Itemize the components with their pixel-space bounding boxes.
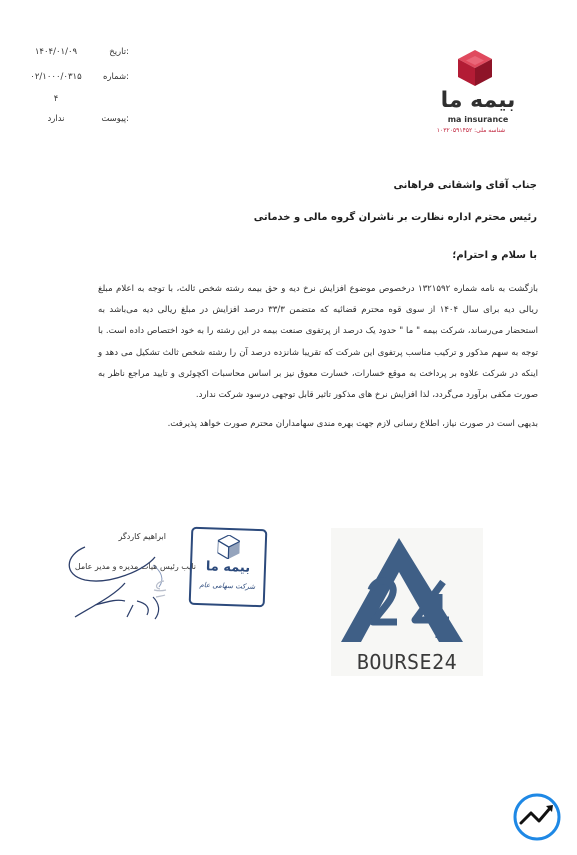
body-paragraph-2: بدیهی است در صورت نیاز، اطلاع رسانی لازم جهت بهره مندی سهامداران محترم صورت خواهد پذیرفت.	[167, 419, 538, 430]
bourse24-watermark	[331, 528, 483, 676]
stamp-mark	[150, 578, 170, 600]
recipient-title: رئیس محترم اداره نظارت بر ناشران گروه مالی و خدماتی	[253, 212, 537, 223]
handwritten-signature	[55, 535, 205, 625]
stamp-cube-icon	[217, 535, 240, 560]
logo-persian: بیمه ما	[440, 88, 516, 113]
signer-name: ابراهیم کاردگر	[118, 532, 166, 541]
logo-english: ma insurance	[447, 115, 509, 124]
attachment-label: پیوست:	[101, 114, 129, 124]
stamp-company: شرکت سهامی عام	[199, 581, 256, 591]
company-stamp	[189, 527, 268, 608]
date-value: ۱۴۰۴/۰۱/۰۹	[34, 47, 78, 57]
company-logo	[418, 50, 538, 140]
letter-body	[98, 279, 538, 435]
recipient-name: جناب آقای واشقانی فراهانی	[393, 180, 537, 191]
cube-icon	[458, 50, 492, 86]
bourse24-logo-icon	[331, 528, 483, 650]
body-paragraph-1: بازگشت به نامه شماره ۱۳۲۱۵۹۲ درخصوص موضوع افزایش نرخ دیه و حق بیمه رشته شخص ثالث، با توجه به اعلام مبلغ ریالی دیه برای سال ۱۴۰۴ از سوی قوه محترم قضائیه که متضمن ۳۳/۳ درصد افزایش در مبلغ ریالی دیه می‌باشد به استحضار می‌رساند، شرکت بیمه " ما " حدود یک درصد از پرتفوی صنعت بیمه در این رشته را به خود اختصاص داده است. با توجه به سهم مذکور و ترکیب مناسب پرتفوی این شرکت که تقریبا شانزده درصد آن را رشته شخص ثالث تشکیل می دهد و اینکه در شرکت علاوه بر پرداخت به موقع خسارات، خسارت معوق نیز بر اساس محاسبات اکچوئری و تایید مراجع ناظر به صورت مکفی برآورد می‌گردد، لذا افزایش نرخ های مذکور تاثیر قابل توجهی درسود شرکت ندارد.	[98, 284, 538, 401]
stamp-brand: بیمه ما	[205, 559, 251, 576]
number-value-line2: ۴	[53, 94, 59, 104]
date-label: تاریخ:	[109, 47, 129, 57]
chart-trend-icon	[513, 793, 561, 841]
greeting: با سلام و احترام؛	[452, 250, 537, 261]
signer-title: نایب رئیس هیات مدیره و مدیر عامل	[74, 562, 196, 571]
number-label: شماره:	[102, 72, 129, 82]
logo-national-id: شناسه ملی: ۱۰۳۲۰۵۹۱۴۵۲	[436, 127, 506, 134]
number-value: ۰۲/۱۰۰۰/۰۳۱۵	[30, 72, 82, 82]
bourse24-text: BOURSE24	[356, 650, 458, 674]
attachment-value: ندارد	[47, 114, 65, 124]
